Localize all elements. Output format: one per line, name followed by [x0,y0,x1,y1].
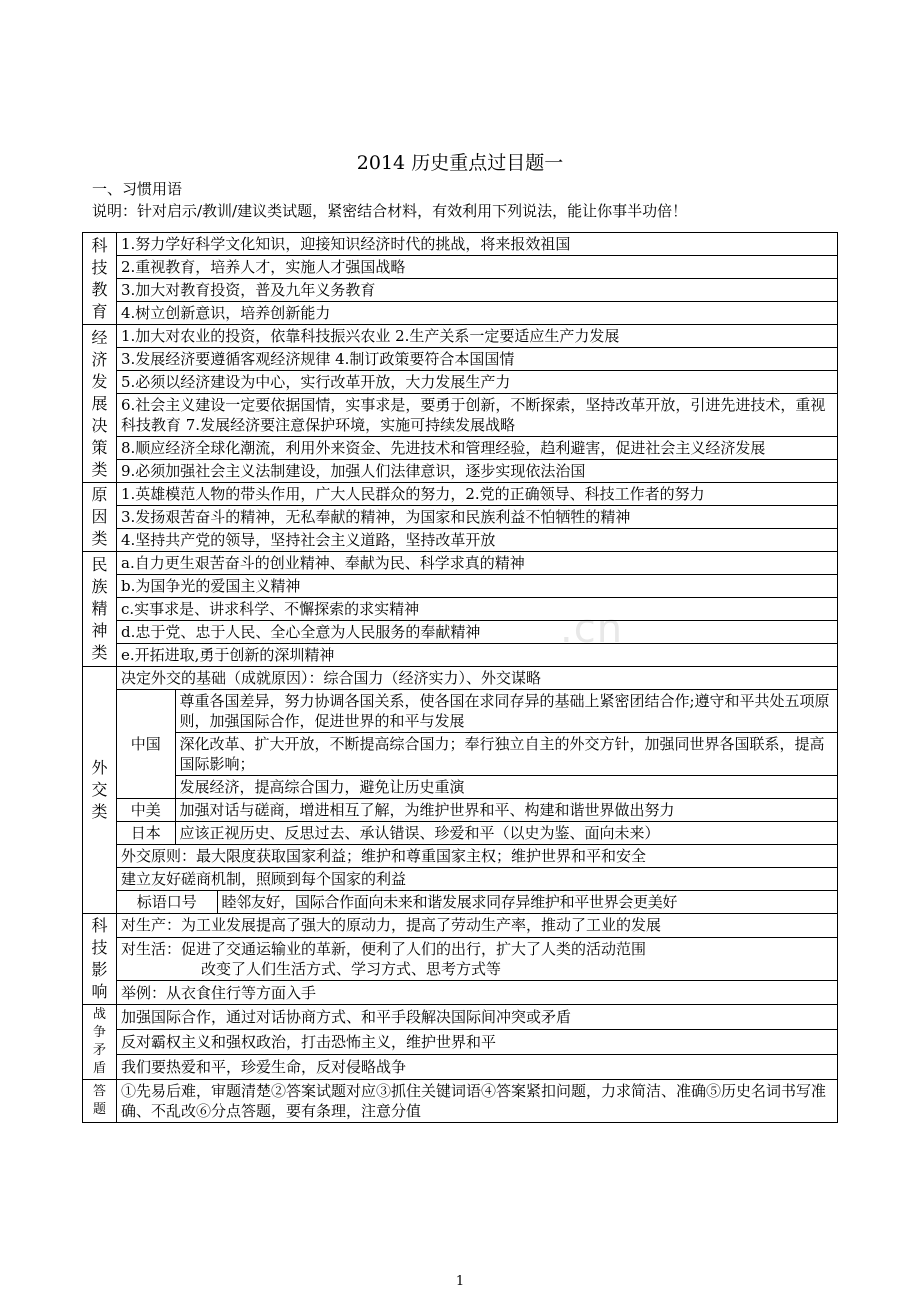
table-row [83,279,838,302]
label-slogan: 标语口号 [117,891,217,913]
table-row [83,914,838,938]
diplomacy-subtable [117,667,837,913]
label-china: 中国 [117,690,175,799]
category-tech-impact: 科 技 影 响 [83,914,117,1005]
phrase-cell: 加强对话与磋商，增进相互了解，为维护世界和平、构建和谐世界做出努力 [175,799,837,822]
table-row [117,845,837,868]
phrase-cell: 9.必须加强社会主义法制建设，加强人们法律意识，逐步实现依法治国 [117,460,838,483]
phrase-cell: 应该正视历史、反思过去、承认错误、珍爱和平（以史为鉴、面向未来） [175,822,837,845]
phrase-cell: 4.坚持共产党的领导，坚持社会主义道路，坚持改革开放 [117,529,838,552]
table-row [83,233,838,256]
section-heading: 一、习惯用语 [92,180,183,198]
phrase-cell: 1.加大对农业的投资，依靠科技振兴农业 2.生产关系一定要适应生产力发展 [117,325,838,348]
phrase-cell: 3.发展经济要遵循客观经济规律 4.制订政策要符合本国国情 [117,348,838,371]
phrase-cell: 3.加大对教育投资，普及九年义务教育 [117,279,838,302]
table-row [83,529,838,552]
phrase-cell: 外交原则：最大限度获取国家利益；维护和尊重国家主权；维护世界和平和安全 [117,845,837,868]
instruction-note: 说明：针对启示/教训/建议类试题，紧密结合材料，有效利用下列说法，能让你事半功倍！ [92,202,688,220]
table-row [83,575,838,598]
phrase-cell: 3.发扬艰苦奋斗的精神，无私奉献的精神，为国家和民族利益不怕牺牲的精神 [117,506,838,529]
phrase-cell: d.忠于党、忠于人民、全心全意为人民服务的奉献精神 [117,621,838,644]
table-row [117,776,837,799]
table-row [117,868,837,891]
category-tech-education: 科 技 教 育 [83,233,117,325]
phrase-cell: ①先易后难，审题清楚②答案试题对应③抓住关键词语④答案紧扣问题，力求简洁、准确⑤历史名词书写准确、不乱改⑥分点答题，要有条理，注意分值 [117,1080,838,1123]
category-national-spirit: 民 族 精 神 类 [83,552,117,667]
table-row [83,598,838,621]
table-row [83,1005,838,1030]
table-row [83,460,838,483]
table-row [83,621,838,644]
table-row [83,552,838,575]
table-row [83,1055,838,1080]
label-japan: 日本 [117,822,175,845]
phrase-cell: 深化改革、扩大开放，不断提高综合国力；奉行独立自主的外交方针，加强同世界各国联系，提高国际影响； [175,733,837,776]
phrase-cell: 4.树立创新意识，培养创新能力 [117,302,838,325]
phrase-cell: 8.顺应经济全球化潮流，利用外来资金、先进技术和管理经验，趋利避害，促进社会主义经济发展 [117,437,838,460]
phrase-cell: b.为国争光的爱国主义精神 [117,575,838,598]
table-row [83,483,838,506]
table-row [117,822,837,845]
table-row [117,690,837,733]
table-row [83,644,838,667]
table-row [83,506,838,529]
table-row [117,733,837,776]
slogan-row [117,891,837,914]
table-row [83,981,838,1005]
table-row [83,302,838,325]
phrase-cell: 5.必须以经济建设为中心，实行改革开放，大力发展生产力 [117,371,838,394]
table-row [117,891,837,914]
phrase-cell: 加强国际合作，通过对话协商方式、和平手段解决国际间冲突或矛盾 [117,1005,838,1030]
table-row [83,371,838,394]
phrase-cell: 决定外交的基础（成就原因）：综合国力（经济实力）、外交谋略 [117,667,837,690]
page-number: 1 [455,1274,465,1289]
phrase-cell: 尊重各国差异，努力协调各国关系，使各国在求同存异的基础上紧密团结合作;遵守和平共处五项原则，加强国际合作，促进世界的和平与发展 [175,690,837,733]
table-row [83,325,838,348]
table-row [83,1030,838,1055]
watermark: .cn [560,606,624,652]
phrase-cell: 反对霸权主义和强权政治，打击恐怖主义，维护世界和平 [117,1030,838,1055]
table-row [83,394,838,437]
category-answering: 答 题 [83,1080,117,1123]
table-row [83,437,838,460]
phrase-cell: c.实事求是、讲求科学、不懈探索的求实精神 [117,598,838,621]
phrases-table [82,232,838,1123]
page-title: 2014 历史重点过目题一 [356,152,564,174]
table-row [117,799,837,822]
phrase-cell: 1.努力学好科学文化知识，迎接知识经济时代的挑战，将来报效祖国 [117,233,838,256]
table-row [83,667,838,914]
category-economy: 经 济 发 展 决 策 类 [83,325,117,483]
life-line-1: 对生活：促进了交通运输业的革新，便利了人们的出行，扩大了人类的活动范围 [121,939,647,958]
life-line-2: 改变了人们生活方式、学习方式、思考方式等 [201,959,502,978]
table-row [83,937,838,981]
diplomacy-content [117,667,838,914]
category-war: 战 争 矛 盾 [83,1005,117,1080]
table-row [83,348,838,371]
phrase-cell [117,937,838,981]
phrase-cell: 发展经济，提高综合国力，避免让历史重演 [175,776,837,799]
category-reasons: 原 因 类 [83,483,117,552]
label-sino-us: 中美 [117,799,175,822]
phrase-cell: 举例：从衣食住行等方面入手 [117,981,838,1005]
table-row [117,667,837,690]
phrase-cell: a.自力更生艰苦奋斗的创业精神、奉献为民、科学求真的精神 [117,552,838,575]
category-diplomacy: 外 交 类 [83,667,117,914]
phrase-cell: 2.重视教育，培养人才，实施人才强国战略 [117,256,838,279]
slogan-subtable [117,891,837,913]
table-row [83,256,838,279]
phrase-cell: 对生产：为工业发展提高了强大的原动力，提高了劳动生产率，推动了工业的发展 [117,914,838,938]
phrase-cell: 我们要热爱和平，珍爱生命，反对侵略战争 [117,1055,838,1080]
phrase-cell: e.开拓进取,勇于创新的深圳精神 [117,644,838,667]
phrase-cell: 6.社会主义建设一定要依据国情，实事求是，要勇于创新，不断探索，坚持改革开放，引进先进技术，重视科技教育 7.发展经济要注意保护环境，实施可持续发展战略 [117,394,838,437]
phrase-cell: 睦邻友好，国际合作面向未来和谐发展求同存异维护和平世界会更美好 [217,891,837,913]
phrase-cell: 1.英雄模范人物的带头作用，广大人民群众的努力，2.党的正确领导、科技工作者的努力 [117,483,838,506]
phrase-cell: 建立友好磋商机制，照顾到每个国家的利益 [117,868,837,891]
table-row [83,1080,838,1123]
